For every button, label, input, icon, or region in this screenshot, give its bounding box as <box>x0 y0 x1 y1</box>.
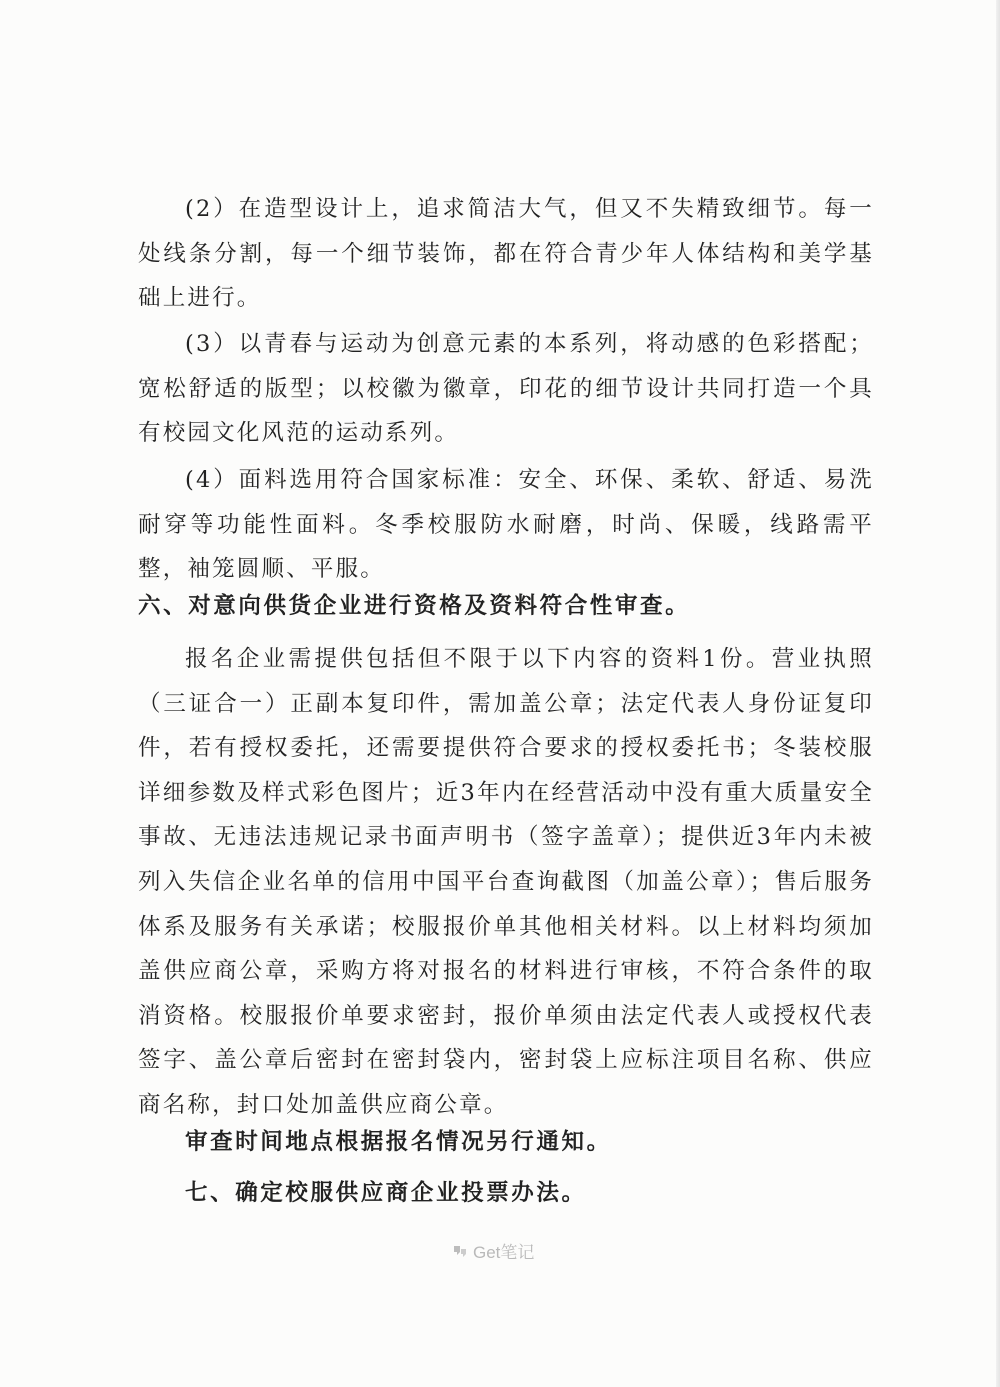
get-notes-watermark <box>452 1238 534 1263</box>
paragraph-creative-elements: (3）以青春与运动为创意元素的本系列，将动感的色彩搭配；宽松舒适的版型；以校徽为徽章，印花的细节设计共同打造一个具有校园文化风范的运动系列。 <box>138 331 874 447</box>
section-6-body: 报名企业需提供包括但不限于以下内容的资料1份。营业执照（三证合一）正副本复印件，需加盖公章；法定代表人身份证复印件，若有授权委托，还需要提供符合要求的授权委托书；冬装校服详细参数及样式彩色图片；近3年内在经营活动中没有重大质量安全事故、无违法违规记录书面声明书（签字盖章）；提供近3年内未被列入失信企业名单的信用中国平台查询截图（加盖公章）；售后服务体系及服务有关承诺；校服报价单其他相关材料。以上材料均须加盖供应商公章，采购方将对报名的材料进行审核，不符合条件的取消资格。校服报价单要求密封，报价单须由法定代表人或授权代表签字、盖公章后密封在密封袋内，密封袋上应标注项目名称、供应商名称，封口处加盖供应商公章。 <box>138 646 874 1118</box>
review-time-note: 审查时间地点根据报名情况另行通知。 <box>185 1129 612 1155</box>
paragraph-design-style: (2）在造型设计上，追求简洁大气，但又不失精致细节。每一处线条分割，每一个细节装饰，都在符合青少年人体结构和美学基础上进行。 <box>138 196 874 312</box>
paragraph-fabric-standards: (4）面料选用符合国家标准：安全、环保、柔软、舒适、易洗耐穿等功能性面料。冬季校服防水耐磨，时尚、保暖，线路需平整，袖笼圆顺、平服。 <box>138 467 874 583</box>
section-7-heading: 七、确定校服供应商企业投票办法。 <box>185 1180 587 1206</box>
section-6-heading: 六、对意向供货企业进行资格及资料符合性审查。 <box>138 593 691 619</box>
scan-edge-shadow <box>996 0 1000 1387</box>
get-notes-logo-icon <box>452 1243 468 1259</box>
watermark-text: Get笔记 <box>473 1243 535 1262</box>
